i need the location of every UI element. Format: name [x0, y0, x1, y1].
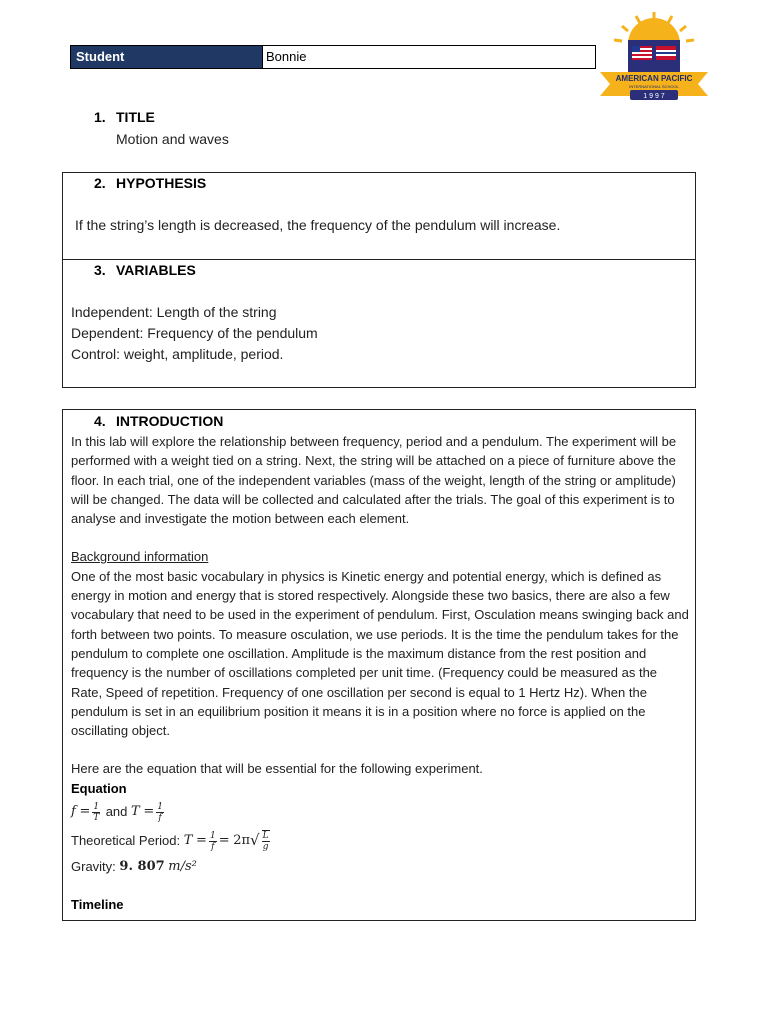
- logo-line2: INTERNATIONAL SCHOOL: [629, 84, 679, 89]
- student-table: [70, 45, 596, 69]
- hypothesis-heading: [94, 175, 206, 191]
- introduction-number: 4.: [94, 413, 106, 429]
- gravity-value: 9. 807: [119, 859, 165, 875]
- equation-intro: Here are the equation that will be essential for the following experiment.: [71, 761, 483, 777]
- introduction-label: INTRODUCTION: [116, 413, 224, 429]
- title-label: TITLE: [116, 109, 155, 125]
- hypothesis-label: HYPOTHESIS: [116, 175, 207, 191]
- variables-number: 3.: [94, 262, 106, 278]
- gravity-label: Gravity:: [71, 859, 116, 875]
- gravity-line: [71, 856, 691, 878]
- equation-heading: Equation: [71, 780, 127, 796]
- logo-year: 1 9 9 7: [643, 93, 665, 100]
- divider: [63, 259, 695, 260]
- variables-label: VARIABLES: [116, 262, 196, 278]
- variable-control: Control: weight, amplitude, period.: [71, 346, 284, 362]
- variable-independent: Independent: Length of the string: [71, 304, 277, 320]
- equation-line: f = $\frac{1}{T}$ and T = $\frac{1}{f}$: [71, 801, 163, 823]
- title-heading: [94, 109, 155, 125]
- timeline-heading: Timeline: [71, 897, 124, 913]
- background-heading: Background information: [71, 549, 209, 565]
- school-logo: [598, 10, 710, 110]
- introduction-body: [71, 432, 691, 914]
- variables-heading: [94, 262, 196, 278]
- variables-list: [71, 302, 318, 365]
- gravity-unit: m/s²: [168, 859, 197, 875]
- title-text: Motion and waves: [116, 131, 229, 147]
- introduction-heading: [94, 413, 223, 429]
- equation-and: and: [105, 804, 128, 820]
- variable-dependent: Dependent: Frequency of the pendulum: [71, 325, 318, 341]
- theoretical-label: Theoretical Period:: [71, 833, 181, 849]
- student-name: Bonnie: [266, 49, 307, 64]
- student-label: Student: [71, 46, 263, 68]
- background-paragraph: One of the most basic vocabulary in physics is Kinetic energy and potential energy, which is defined as energy in motion and energy that is stored respectively. Alongside these two basics, there are also a few vocabulary that need to be used in the experiment of pendulum. First, Osculation means swinging back and forth between two points. To measure osculation, we use periods. It is the time the pendulum takes for the pendulum to complete one oscillation. Amplitude is the maximum distance from the rest position and frequency is the number of oscillations completed per unit time. (Frequency could be measured as the Rate, Speed of repetition. Frequency of one oscillation per second is equal to 1 Hertz Hz). When the pendulum is set in an equilibrium position it means it is in a position where no force is applied on the oscillating object.: [71, 568, 689, 739]
- logo-line1: AMERICAN PACIFIC: [615, 74, 693, 83]
- hypothesis-number: 2.: [94, 175, 106, 191]
- title-number: 1.: [94, 109, 106, 125]
- theoretical-period-line: Theoretical Period: T = $\frac{1}{f}$ = 2π √ $\frac{L}{g}$: [71, 830, 269, 853]
- hypothesis-text: If the string’s length is decreased, the frequency of the pendulum will increase.: [75, 217, 561, 233]
- intro-paragraph: In this lab will explore the relationship between frequency, period and a pendulum. The experiment will be performed with a weight tied on a string. Next, the string will be attached on a piece of furniture above the floor. In each trial, one of the independent variables (mass of the weight, length of the string or amplitude) will be changed. The data will be collected and calculated after the trials. The goal of this experiment is to analyse and investigate the motion between each element.: [71, 434, 677, 527]
